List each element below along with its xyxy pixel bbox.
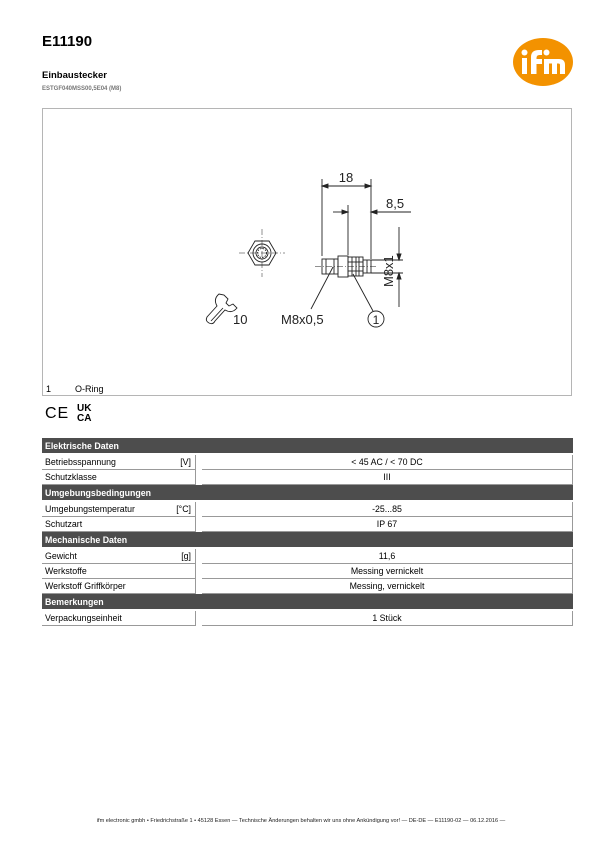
wrench-size-label: 10 [233, 312, 248, 327]
product-subtitle: Einbaustecker [42, 70, 107, 81]
section-header: Bemerkungen [42, 594, 573, 611]
callout-number: 1 [372, 313, 380, 327]
dimension-drawing-box [42, 108, 572, 396]
dim-pin-label: 8,5 [386, 196, 405, 211]
page-title: E11190 [42, 33, 93, 50]
ifm-logo [512, 37, 574, 87]
ukca-mark-bottom: CA [77, 413, 92, 424]
ce-mark: CE [45, 405, 70, 422]
legend-number: 1 [46, 384, 52, 394]
thread-side-label: M8x1 [381, 255, 396, 287]
table-row: Gewicht [g] 11,6 [42, 549, 573, 564]
dimension-drawing [43, 109, 573, 397]
specification-table [42, 438, 573, 626]
section-header: Mechanische Daten [42, 532, 573, 549]
ukca-mark-top: UK [77, 403, 92, 414]
table-row: Schutzart IP 67 [42, 517, 573, 532]
legend-text: O-Ring [75, 384, 104, 394]
certification-marks [45, 402, 99, 424]
article-number: ESTGF040MSS00,5E04 (M8) [42, 86, 122, 92]
table-row: Werkstoff Griffkörper Messing, vernickelt [42, 579, 573, 594]
table-row: Werkstoffe Messing vernickelt [42, 564, 573, 579]
table-row: Betriebsspannung [V] < 45 AC / < 70 DC [42, 455, 573, 470]
page-footer: ifm electronic gmbh • Friedrichstraße 1 • 45128 Essen — Technische Änderungen behalten wir uns ohne Ankündigung vor! — DE-DE — E11190-02 — 06.12.2016 — [96, 818, 506, 824]
table-row: Umgebungstemperatur [°C] -25...85 [42, 502, 573, 517]
connector-side-view [315, 256, 378, 277]
section-header: Elektrische Daten [42, 438, 573, 455]
table-row: Schutzklasse III [42, 470, 573, 485]
section-header: Umgebungsbedingungen [42, 485, 573, 502]
dim-width-label: 18 [338, 170, 354, 185]
thread-front-label: M8x0,5 [281, 312, 324, 327]
table-row: Verpackungseinheit 1 Stück [42, 611, 573, 626]
